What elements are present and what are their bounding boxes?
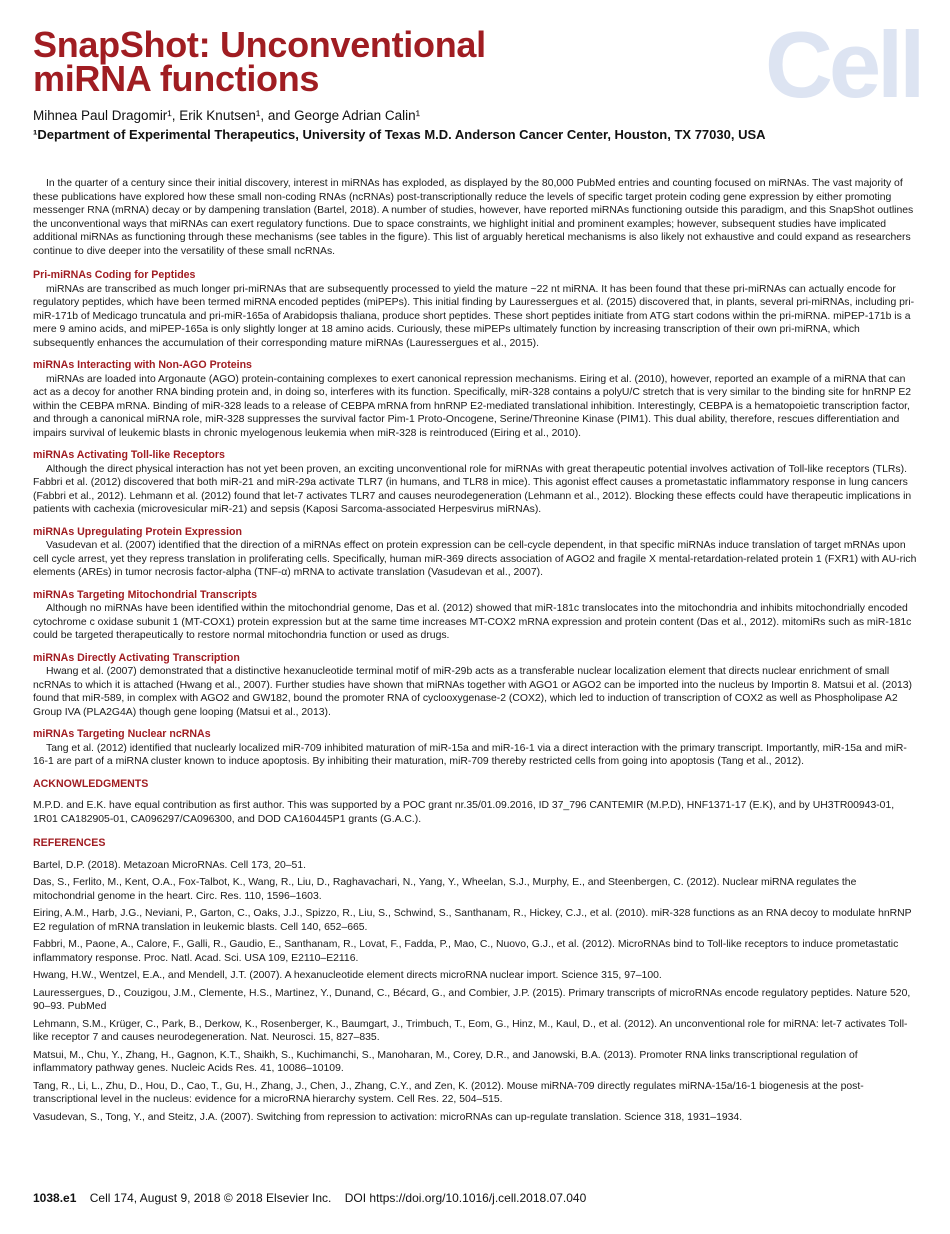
title-line-1: SnapShot: Unconventional bbox=[33, 24, 486, 65]
references bbox=[33, 837, 917, 1124]
reference-item: Matsui, M., Chu, Y., Zhang, H., Gagnon, K.T., Shaikh, S., Kuchimanchi, S., Manoharan, M., Corey, D.R., and Janowski, B.A. (2013). Promoter RNA links transcriptional regulation of inflammatory pathway genes. Nucleic Acids Res. 41, 10086–10109. bbox=[33, 1049, 858, 1074]
section-heading: miRNAs Directly Activating Transcription bbox=[33, 651, 240, 664]
section-heading: Pri-miRNAs Coding for Peptides bbox=[33, 269, 196, 281]
reference-item: Das, S., Ferlito, M., Kent, O.A., Fox-Talbot, K., Wang, R., Liu, D., Raghavachari, N., Yang, Y., Wheelan, S.J., Murphy, E., and Steenbergen, C. (2012). Nuclear miRNA regulates the mitochondrial genome in the heart. Circ. Res. 110, 1596–1603. bbox=[33, 877, 857, 902]
cell-logo: Cell bbox=[765, 12, 922, 117]
section-text: Tang et al. (2012) identified that nuclearly localized miR-709 inhibited maturation of miR-15a and miR-16-1 via a direct interaction with the primary transcript. Importantly, miR-15a and miR-16-1 are part of a miRNA cluster known to induce apoptosis. By inhibiting their maturation, miR-709 thereby restricted cells from going into apoptosis (Tang et al., 2012). bbox=[33, 742, 907, 767]
section-text: Vasudevan et al. (2007) identified that the direction of a miRNAs effect on protein expression can be cell-cycle dependent, in that specific miRNAs induce translation of target mRNAs upon cell cycle arrest, yet they repress translation in proliferating cells. Specifically, human miR-369 directs association of AGO2 and fragile X mental-retardation-related protein 1 (FXR1) with AU-rich elements (AREs) in tumor necrosis factor-alpha (TNF-α) mRNA to activate translation (Vasudevan et al., 2007). bbox=[33, 540, 917, 578]
reference-item: Lauressergues, D., Couzigou, J.M., Clemente, H.S., Martinez, Y., Dunand, C., Bécard, G., and Combier, J.P. (2015). Primary transcripts of microRNAs encode regulatory peptides. Nature 520, 90–93. PubMed bbox=[33, 987, 911, 1012]
doi-link[interactable]: DOI https://doi.org/10.1016/j.cell.2018.07.040 bbox=[344, 1191, 587, 1205]
reference-item: Bartel, D.P. (2018). Metazoan MicroRNAs. Cell 173, 20–51. bbox=[33, 859, 306, 871]
section-text: miRNAs are transcribed as much longer pri-miRNAs that are subsequently processed to yield the mature ~22 nt miRNA. It has been found that these pri-miRNAs can actually encode for regulatory peptides, which have been termed miRNA encoded peptides (miPEPs). This initial finding by Lauressergues et al. (2015) discovered that, in plants, several pri-miRNAs, including pri-miR-171b of Medicago truncatula and pri-miR-165a of Arabidopsis thaliana, produce short peptides. These short peptides initiate from ATG start codons within the pri-miRNA. miPEP-171b is a mere 9 amino acids, and miPEP-165a is only slightly longer at 18 amino acids. Curiously, these miPEPs ultimately function by increasing transcription of their own pri-miRNA, which subsequently enhances the accumulation of their corresponding mature miRNAs (Lauressergues et al., 2015). bbox=[33, 283, 915, 349]
acknowledgments-text: M.P.D. and E.K. have equal contribution as first author. This was supported by a POC grant nr.35/01.09.2016, ID 37_796 CANTEMIR (M.P.D), HNF1371-17 (E.K), and by UH3TR00943-01, 1R01 CA182905-01, CA096297/CA096300, and DOD CA160445P1 grants (G.A.C.). bbox=[33, 800, 895, 825]
author-list: Mihnea Paul Dragomir¹, Erik Knutsen¹, and George Adrian Calin¹ bbox=[33, 108, 421, 123]
section-upregulating bbox=[33, 526, 917, 580]
section-heading: miRNAs Activating Toll-like Receptors bbox=[33, 449, 225, 461]
acknowledgments bbox=[33, 778, 917, 827]
section-heading: miRNAs Targeting Nuclear ncRNAs bbox=[33, 728, 211, 740]
section-non-ago bbox=[33, 359, 917, 440]
references-heading: REFERENCES bbox=[33, 837, 106, 849]
section-toll-like bbox=[33, 449, 917, 517]
section-transcription bbox=[33, 652, 917, 720]
section-text: Although the direct physical interaction has not yet been proven, an exciting unconventional role for miRNAs with great therapeutic potential involves activation of Toll-like receptors (TLRs). Fabbri et al. (2012) discovered that both miR-21 and miR-29a activate TLR7 (in humans, and TLR8 in mice). This agonist effect causes a prometastatic inflammatory response in lung cancers (Fabbri et al., 2012). Lehmann et al. (2012) found that let-7 activates TLR7 and causes neurodegeneration (Lehmann et al., 2012). Blocking these effects could have therapeutic implications in patients with cachexia (microvesicular miR-21) and sepsis (Kaposi Sarcoma-associated Herpesvirus miRNAs). bbox=[33, 463, 912, 515]
acknowledgments-heading: ACKNOWLEDGMENTS bbox=[33, 777, 149, 790]
reference-item: Fabbri, M., Paone, A., Calore, F., Galli, R., Gaudio, E., Santhanam, R., Lovat, F., Fadda, P., Mao, C., Nuovo, G.J., et al. (2012). MicroRNAs bind to Toll-like receptors to induce prometastatic inflammatory response. Proc. Natl. Acad. Sci. USA 109, E2110–E2116. bbox=[33, 939, 899, 964]
section-text: miRNAs are loaded into Argonaute (AGO) protein-containing complexes to exert canonical repression mechanisms. Eiring et al. (2010), however, reported an example of a miRNA that can act as a decoy for another RNA binding protein and, in doing so, interferes with its function. Specifically, miR-328 contains a polyU/C stretch that is very similar to the binding site for hnRNP E2 within the CEBPA mRNA. Binding of miR-328 leads to a release of CEBPA mRNA from hnRNP E2-mediated translational inhibition. Interestingly, CEBPA is a hematopoietic transcription factor, and through a canonical miRNA role, miR-328 suppresses the survival factor Pim-1 Proto-Oncogene, Serine/Threonine Kinase (PIM1). This dual ability, therefore, rescues differentiation and impairs survival of leukemic blasts in chronic myelogenous leukemia when miR-328 is reintroduced (Eiring et al., 2010). bbox=[33, 373, 912, 439]
section-text: Although no miRNAs have been identified within the mitochondrial genome, Das et al. (2012) showed that miR-181c translocates into the mitochondria and inhibits mitochondrially encoded cytochrome c oxidase subunit 1 (MT-COX1) protein expression but at the same time increases MT-COX2 mRNA expression and protein content (Das et al., 2012). mitomiRs such as miR-181c could be targeted therapeutically to restore normal mitochondria function or used as drugs. bbox=[33, 603, 912, 641]
section-heading: miRNAs Interacting with Non-AGO Proteins bbox=[33, 359, 252, 371]
title-line-2: miRNA functions bbox=[33, 58, 320, 99]
journal-citation: Cell 174, August 9, 2018 © 2018 Elsevier Inc. bbox=[89, 1191, 332, 1205]
reference-item: Lehmann, S.M., Krüger, C., Park, B., Derkow, K., Rosenberger, K., Baumgart, J., Trimbuch, T., Eom, G., Hinz, M., Kaul, D., et al. (2012). An unconventional role for miRNA: let-7 activates Toll-like receptor 7 and causes neurodegeneration. Nat. Neurosci. 15, 827–835. bbox=[33, 1018, 908, 1043]
intro-paragraph: In the quarter of a century since their initial discovery, interest in miRNAs has exploded, as displayed by the 80,000 PubMed entries and counting focused on miRNAs. The vast majority of these publications have explored how these small non-coding RNAs (ncRNAs) post-transcriptionally reduce the levels of specific target protein coding gene expression by either promoting messenger RNA (mRNA) decay or by dampening translation (Bartel, 2018). A number of studies, however, have reported miRNAs functioning outside this paradigm, and this SnapShot outlines the unconventional ways that miRNAs can exert regulatory functions. Due to space constraints, we highlight initial and prominent examples; however, subsequent studies have implicated additional miRNAs as functioning through these mechanisms (see tables in the figure). This list of arguably heretical mechanisms is also likely not exhaustive and could expand as researchers continue to dive deeper into the versatility of these small ncRNAs. bbox=[33, 178, 914, 257]
section-nuclear-ncrnas bbox=[33, 728, 917, 769]
page-footer bbox=[33, 1191, 586, 1205]
affiliation: ¹Department of Experimental Therapeutics, University of Texas M.D. Anderson Cancer Center, Houston, TX 77030, USA bbox=[33, 127, 766, 142]
reference-item: Vasudevan, S., Tong, Y., and Steitz, J.A. (2007). Switching from repression to activation: microRNAs can up-regulate translation. Science 318, 1931–1934. bbox=[33, 1111, 743, 1123]
section-text: Hwang et al. (2007) demonstrated that a distinctive hexanucleotide terminal motif of miR-29b acts as a transferable nuclear localization element that directs nuclear enrichment of small ncRNAs to which it is attached (Hwang et al., 2007). Further studies have shown that miRNAs together with AGO1 or AGO2 can be imported into the nucleus by Importin 8. Matsui et al. (2013) found that miR-589, in complex with AGO2 and GW182, bound the promoter RNA of cyclooxygenase-2 (COX2), which led to induction of transcription of COX2 as well as Phospholipase A2 Group IVA (PLA2G4A) though gene looping (Matsui et al., 2013). bbox=[33, 666, 913, 718]
section-heading: miRNAs Upregulating Protein Expression bbox=[33, 525, 242, 538]
reference-item: Eiring, A.M., Harb, J.G., Neviani, P., Garton, C., Oaks, J.J., Spizzo, R., Liu, S., Schwind, S., Santhanam, R., Hickey, C.J., et al. (2010). miR-328 functions as an RNA decoy to modulate hnRNP E2 regulation of mRNA translation in leukemic blasts. Cell 140, 652–665. bbox=[33, 908, 912, 933]
section-heading: miRNAs Targeting Mitochondrial Transcripts bbox=[33, 588, 258, 601]
page-title bbox=[33, 24, 486, 99]
page-number: 1038.e1 bbox=[33, 1191, 77, 1205]
section-mitochondrial bbox=[33, 589, 917, 643]
reference-item: Hwang, H.W., Wentzel, E.A., and Mendell, J.T. (2007). A hexanucleotide element directs microRNA nuclear import. Science 315, 97–100. bbox=[33, 970, 662, 981]
section-pri-mirnas bbox=[33, 269, 917, 350]
article-body bbox=[33, 177, 917, 1128]
reference-item: Tang, R., Li, L., Zhu, D., Hou, D., Cao, T., Gu, H., Zhang, J., Chen, J., Zhang, C.Y., and Zen, K. (2012). Mouse miRNA-709 directly regulates miRNA-15a/16-1 biogenesis at the post-transcriptional level in the nucleus: evidence for a microRNA hierarchy system. Cell Res. 22, 504–515. bbox=[33, 1080, 864, 1105]
